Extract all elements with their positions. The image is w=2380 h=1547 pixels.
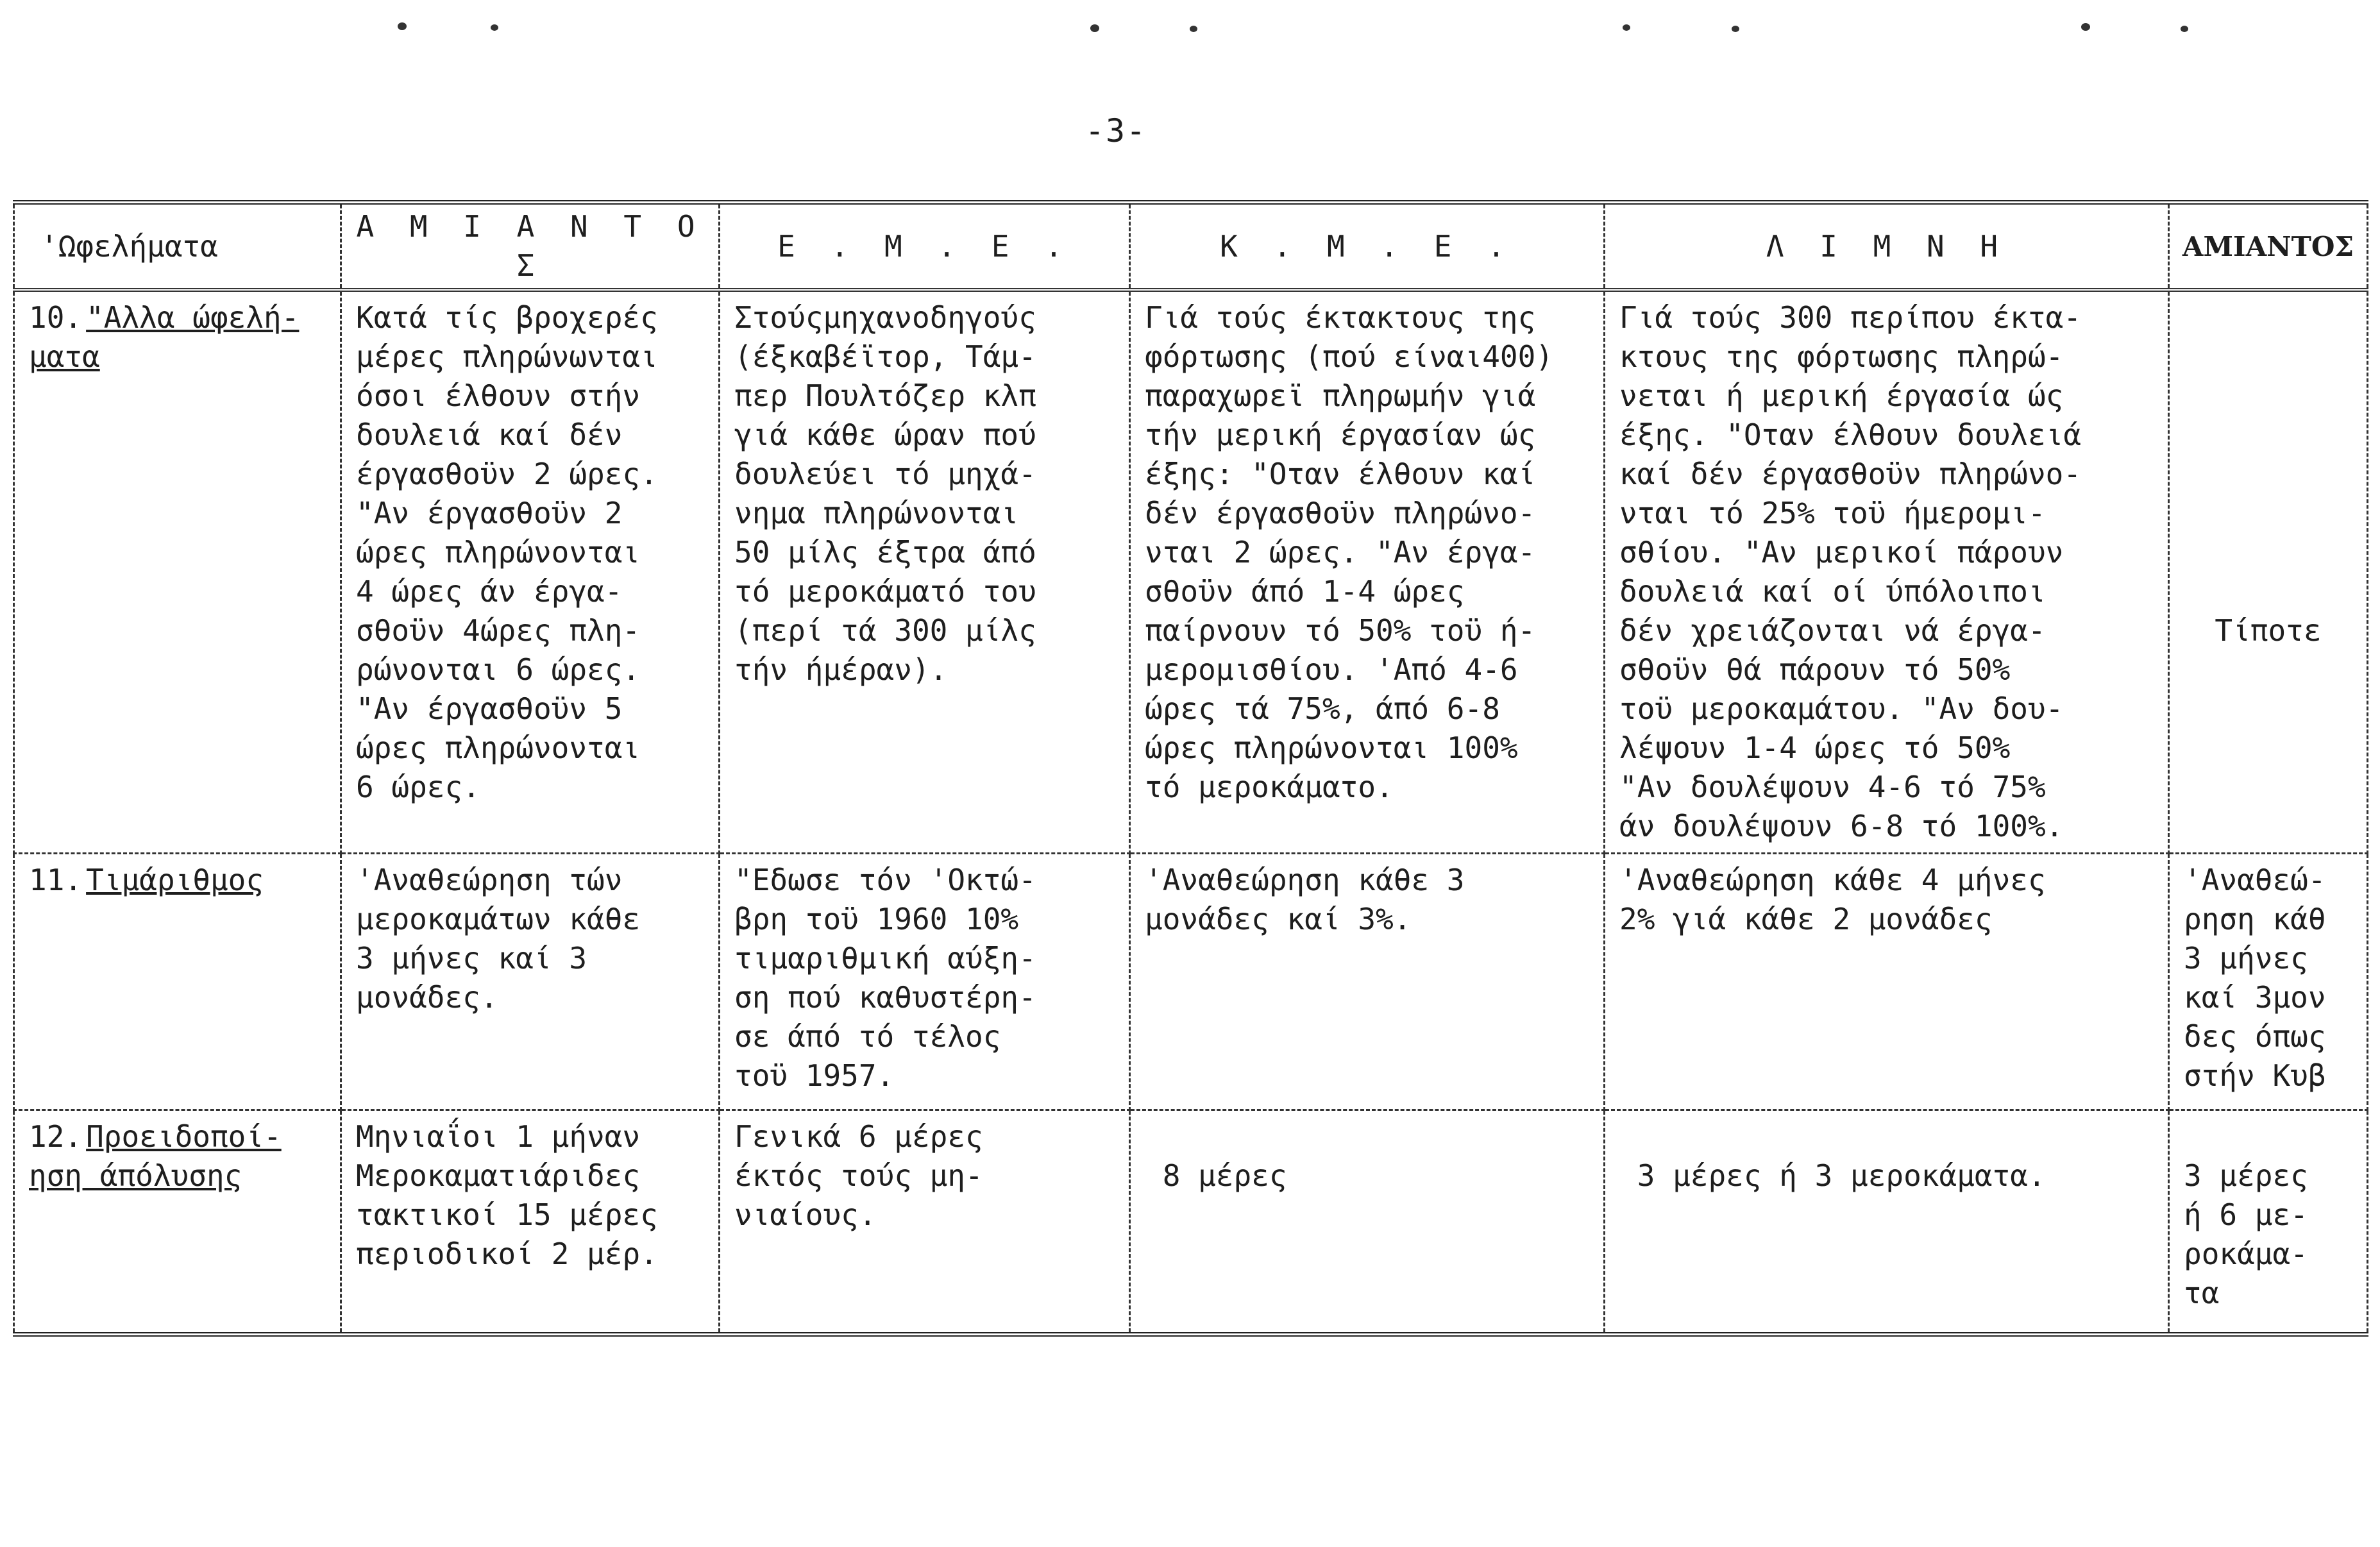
cell-text-line: δουλειά καί δέν <box>356 418 623 452</box>
cell-text-line: 3 μέρες ή 3 μεροκάματα. <box>1619 1158 2046 1193</box>
cell-text-line: φόρτωσης (πού είναι400) <box>1145 339 1553 374</box>
row-title: Προειδοποί- <box>86 1119 282 1154</box>
eme-cell <box>720 1110 1130 1335</box>
cell-text-line: ση πού καθυστέρη- <box>734 980 1036 1015</box>
cell-text-line: μονάδες. <box>356 980 498 1015</box>
cell-text-line: 'Αναθεώρηση τών <box>356 863 623 897</box>
cell-text-line: τό μεροκάματο. <box>1145 770 1394 804</box>
header-amiantos-2: ΑΜΙΑΝΤΟΣ <box>2169 203 2368 291</box>
cell-text-line: "Εδωσε τόν 'Οκτώ- <box>734 863 1036 897</box>
cell-text-line: ώρες πληρώνονται <box>356 731 641 765</box>
cell-text-line: ρηση κάθ <box>2184 902 2326 936</box>
header-eme: Ε . Μ . Ε . <box>720 203 1130 291</box>
cell-text-line <box>2184 1117 2352 1156</box>
cell-text-line: 4 ώρες άν έργα- <box>356 574 623 609</box>
cell-text-line: τήν μερική έργασίαν ώς <box>1145 418 1536 452</box>
cell-text-line: τα <box>2184 1276 2220 1310</box>
table-row <box>14 854 2368 1110</box>
cell-text-line: σθοϋν θά πάρουν τό 50% <box>1619 652 2011 687</box>
limni-cell <box>1605 1110 2169 1335</box>
eme-cell <box>720 290 1130 854</box>
row-title: ηση άπόλυσης <box>29 1158 242 1193</box>
scan-speck <box>491 24 498 31</box>
cell-text-line: περ Πουλτόζερ κλπ <box>734 378 1036 413</box>
cell-text-line: 8 μέρες <box>1145 1158 1287 1193</box>
cell-text-line: "Αν έργασθοϋν 2 <box>356 496 623 530</box>
row-title: Τιμάριθμος <box>86 863 264 897</box>
cell-text-line: 50 μίλς έξτρα άπό <box>734 535 1036 570</box>
kme-cell <box>1130 854 1605 1110</box>
cell-text-line: καί δέν έργασθοϋν πληρώνο- <box>1619 457 2082 491</box>
cell-text-line: Γιά τούς 300 περίπου έκτα- <box>1619 300 2082 335</box>
cell-text-line: μονάδες καί 3%. <box>1145 902 1412 936</box>
cell-text-line: παραχωρεϊ πληρωμήν γιά <box>1145 378 1536 413</box>
cell-text-line: γιά κάθε ώραν πού <box>734 418 1036 452</box>
amiantos-2-cell <box>2169 854 2368 1110</box>
cell-text-line: ρώνονται 6 ώρες. <box>356 652 641 687</box>
cell-text-line: δέν χρειάζονται νά έργα- <box>1619 613 2046 648</box>
cell-text-line: καί 3μον <box>2184 980 2326 1015</box>
cell-text-line: Γιά τούς έκτακτους της <box>1145 300 1536 335</box>
cell-text-line: τό μεροκάματό του <box>734 574 1036 609</box>
amiantos-cell <box>341 290 720 854</box>
amiantos-2-cell <box>2169 1110 2368 1335</box>
scan-speck <box>1090 24 1099 32</box>
cell-text-line: Μεροκαματιάριδες <box>356 1158 641 1193</box>
cell-text-line: έκτός τούς μη- <box>734 1158 983 1193</box>
cell-text-line <box>1145 1117 1589 1156</box>
cell-text-line: περιοδικοί 2 μέρ. <box>356 1237 658 1271</box>
cell-text-line: λέψουν 1-4 ώρες τό 50% <box>1619 731 2011 765</box>
cell-text-line <box>2184 455 2352 494</box>
cell-text-line <box>2184 572 2352 611</box>
scan-speck <box>2081 23 2090 31</box>
header-kme: Κ . Μ . Ε . <box>1130 203 1605 291</box>
row-label-cell <box>14 854 341 1110</box>
cell-text-line: έξης. "Οταν έλθουν δουλειά <box>1619 418 2082 452</box>
cell-text-line: δουλεύει τό μηχά- <box>734 457 1036 491</box>
cell-text-line: μεροκαμάτων κάθε <box>356 902 641 936</box>
table-row <box>14 1110 2368 1335</box>
cell-text-line: τήν ήμέραν). <box>734 652 948 687</box>
cell-text-line: νεται ή μερική έργασία ώς <box>1619 378 2064 413</box>
cell-text-line: παίρνουν τό 50% τοϋ ή- <box>1145 613 1536 648</box>
row-number: 11. <box>29 863 83 897</box>
cell-text-line: σε άπό τό τέλος <box>734 1019 1001 1054</box>
limni-cell <box>1605 290 2169 854</box>
cell-text-line: όσοι έλθουν στήν <box>356 378 641 413</box>
page-number: -3- <box>1085 112 1147 149</box>
limni-cell <box>1605 854 2169 1110</box>
cell-text-line <box>2184 298 2352 337</box>
cell-text-line: Κατά τίς βροχερές <box>356 300 658 335</box>
cell-text-line: ώρες πληρώνονται <box>356 535 641 570</box>
amiantos-cell <box>341 1110 720 1335</box>
row-title: "Αλλα ώφελή- <box>86 300 300 335</box>
cell-text-line: Γενικά 6 μέρες <box>734 1119 983 1154</box>
amiantos-2-cell <box>2169 290 2368 854</box>
cell-text-line: κτους της φόρτωσης πληρώ- <box>1619 339 2064 374</box>
row-number: 10. <box>29 300 83 335</box>
cell-text-line: τοϋ μεροκαμάτου. "Αν δου- <box>1619 691 2064 726</box>
kme-cell <box>1130 290 1605 854</box>
cell-text-line: μέρες πληρώνωνται <box>356 339 658 374</box>
cell-text-line: Μηνιαΐοι 1 μήναν <box>356 1119 641 1154</box>
scan-speck <box>2181 26 2188 32</box>
cell-text-line <box>2184 533 2352 572</box>
header-row <box>14 203 2368 291</box>
cell-text-line: βρη τοϋ 1960 10% <box>734 902 1019 936</box>
header-limni: Λ Ι Μ Ν Η <box>1605 203 2169 291</box>
cell-text-line: δουλειά καί οί ύπόλοιποι <box>1619 574 2046 609</box>
cell-text-line: 2% γιά κάθε 2 μονάδες <box>1619 902 1993 936</box>
kme-cell <box>1130 1110 1605 1335</box>
cell-text-line: 'Αναθεώ- <box>2184 863 2326 897</box>
header-benefits: 'Ωφελήματα <box>14 203 341 291</box>
row-label-cell <box>14 1110 341 1335</box>
amiantos-cell <box>341 854 720 1110</box>
cell-text-line <box>2184 416 2352 455</box>
cell-text-line: "Αν έργασθοϋν 5 <box>356 691 623 726</box>
cell-text-line: τακτικοί 15 μέρες <box>356 1197 658 1232</box>
cell-text-line: έργασθοϋν 2 ώρες. <box>356 457 658 491</box>
scan-speck <box>398 22 407 30</box>
cell-text-line: δέν έργασθοϋν πληρώνο- <box>1145 496 1536 530</box>
cell-text-line: μερομισθίου. 'Από 4-6 <box>1145 652 1518 687</box>
cell-text-line <box>1619 1117 2154 1156</box>
cell-text-line: 3 μήνες <box>2184 941 2308 976</box>
cell-text-line: σθοϋν 4ώρες πλη- <box>356 613 641 648</box>
cell-text-line <box>2184 494 2352 533</box>
row-title: ματα <box>29 339 100 374</box>
scan-speck <box>1732 26 1739 32</box>
scan-speck <box>1623 24 1630 31</box>
table-row <box>14 290 2368 854</box>
cell-text-line: 6 ώρες. <box>356 770 480 804</box>
cell-text-line: (περί τά 300 μίλς <box>734 613 1036 648</box>
row-number: 12. <box>29 1119 83 1154</box>
cell-text-line: 'Αναθεώρηση κάθε 3 <box>1145 863 1465 897</box>
cell-text-line <box>2184 376 2352 416</box>
cell-text-line: νται 2 ώρες. "Αν έργα- <box>1145 535 1536 570</box>
cell-text-line: ώρες τά 75%, άπό 6-8 <box>1145 691 1500 726</box>
cell-text-line: στήν Κυβ <box>2184 1058 2326 1093</box>
cell-text-line: νημα πληρώνονται <box>734 496 1019 530</box>
cell-text-line <box>2184 337 2352 376</box>
header-amiantos: Α Μ Ι Α Ν Τ Ο Σ <box>341 203 720 291</box>
cell-text-line: ή 6 με- <box>2184 1197 2308 1232</box>
cell-text-line: άν δουλέψουν 6-8 τό 100%. <box>1619 809 2064 843</box>
cell-text-line: 3 μέρες <box>2184 1158 2308 1193</box>
cell-text-line: νται τό 25% τοϋ ήμερομι- <box>1619 496 2046 530</box>
cell-text-line: (έξκαβέϊτορ, Τάμ- <box>734 339 1036 374</box>
row-label-cell <box>14 290 341 854</box>
scan-speck <box>1190 26 1197 32</box>
benefits-comparison-table <box>13 200 2368 1337</box>
cell-text-line: 'Αναθεώρηση κάθε 4 μήνες <box>1619 863 2046 897</box>
cell-text-line: Τίποτε <box>2215 613 2322 648</box>
cell-text-line: τοϋ 1957. <box>734 1058 895 1093</box>
cell-text-line: ώρες πληρώνονται 100% <box>1145 731 1518 765</box>
cell-text-line: ροκάμα- <box>2184 1237 2308 1271</box>
cell-text-line: 3 μήνες καί 3 <box>356 941 587 976</box>
cell-text-line: τιμαριθμική αύξη- <box>734 941 1036 976</box>
cell-text-line: δες όπως <box>2184 1019 2326 1054</box>
cell-text-line: νιαίους. <box>734 1197 877 1232</box>
eme-cell <box>720 854 1130 1110</box>
cell-text-line: "Αν δουλέψουν 4-6 τό 75% <box>1619 770 2046 804</box>
cell-text-line: έξης: "Οταν έλθουν καί <box>1145 457 1536 491</box>
cell-text-line: σθίου. "Αν μερικοί πάρουν <box>1619 535 2064 570</box>
cell-text-line: σθοϋν άπό 1-4 ώρες <box>1145 574 1465 609</box>
cell-text-line: Στούςμηχανοδηγούς <box>734 300 1036 335</box>
